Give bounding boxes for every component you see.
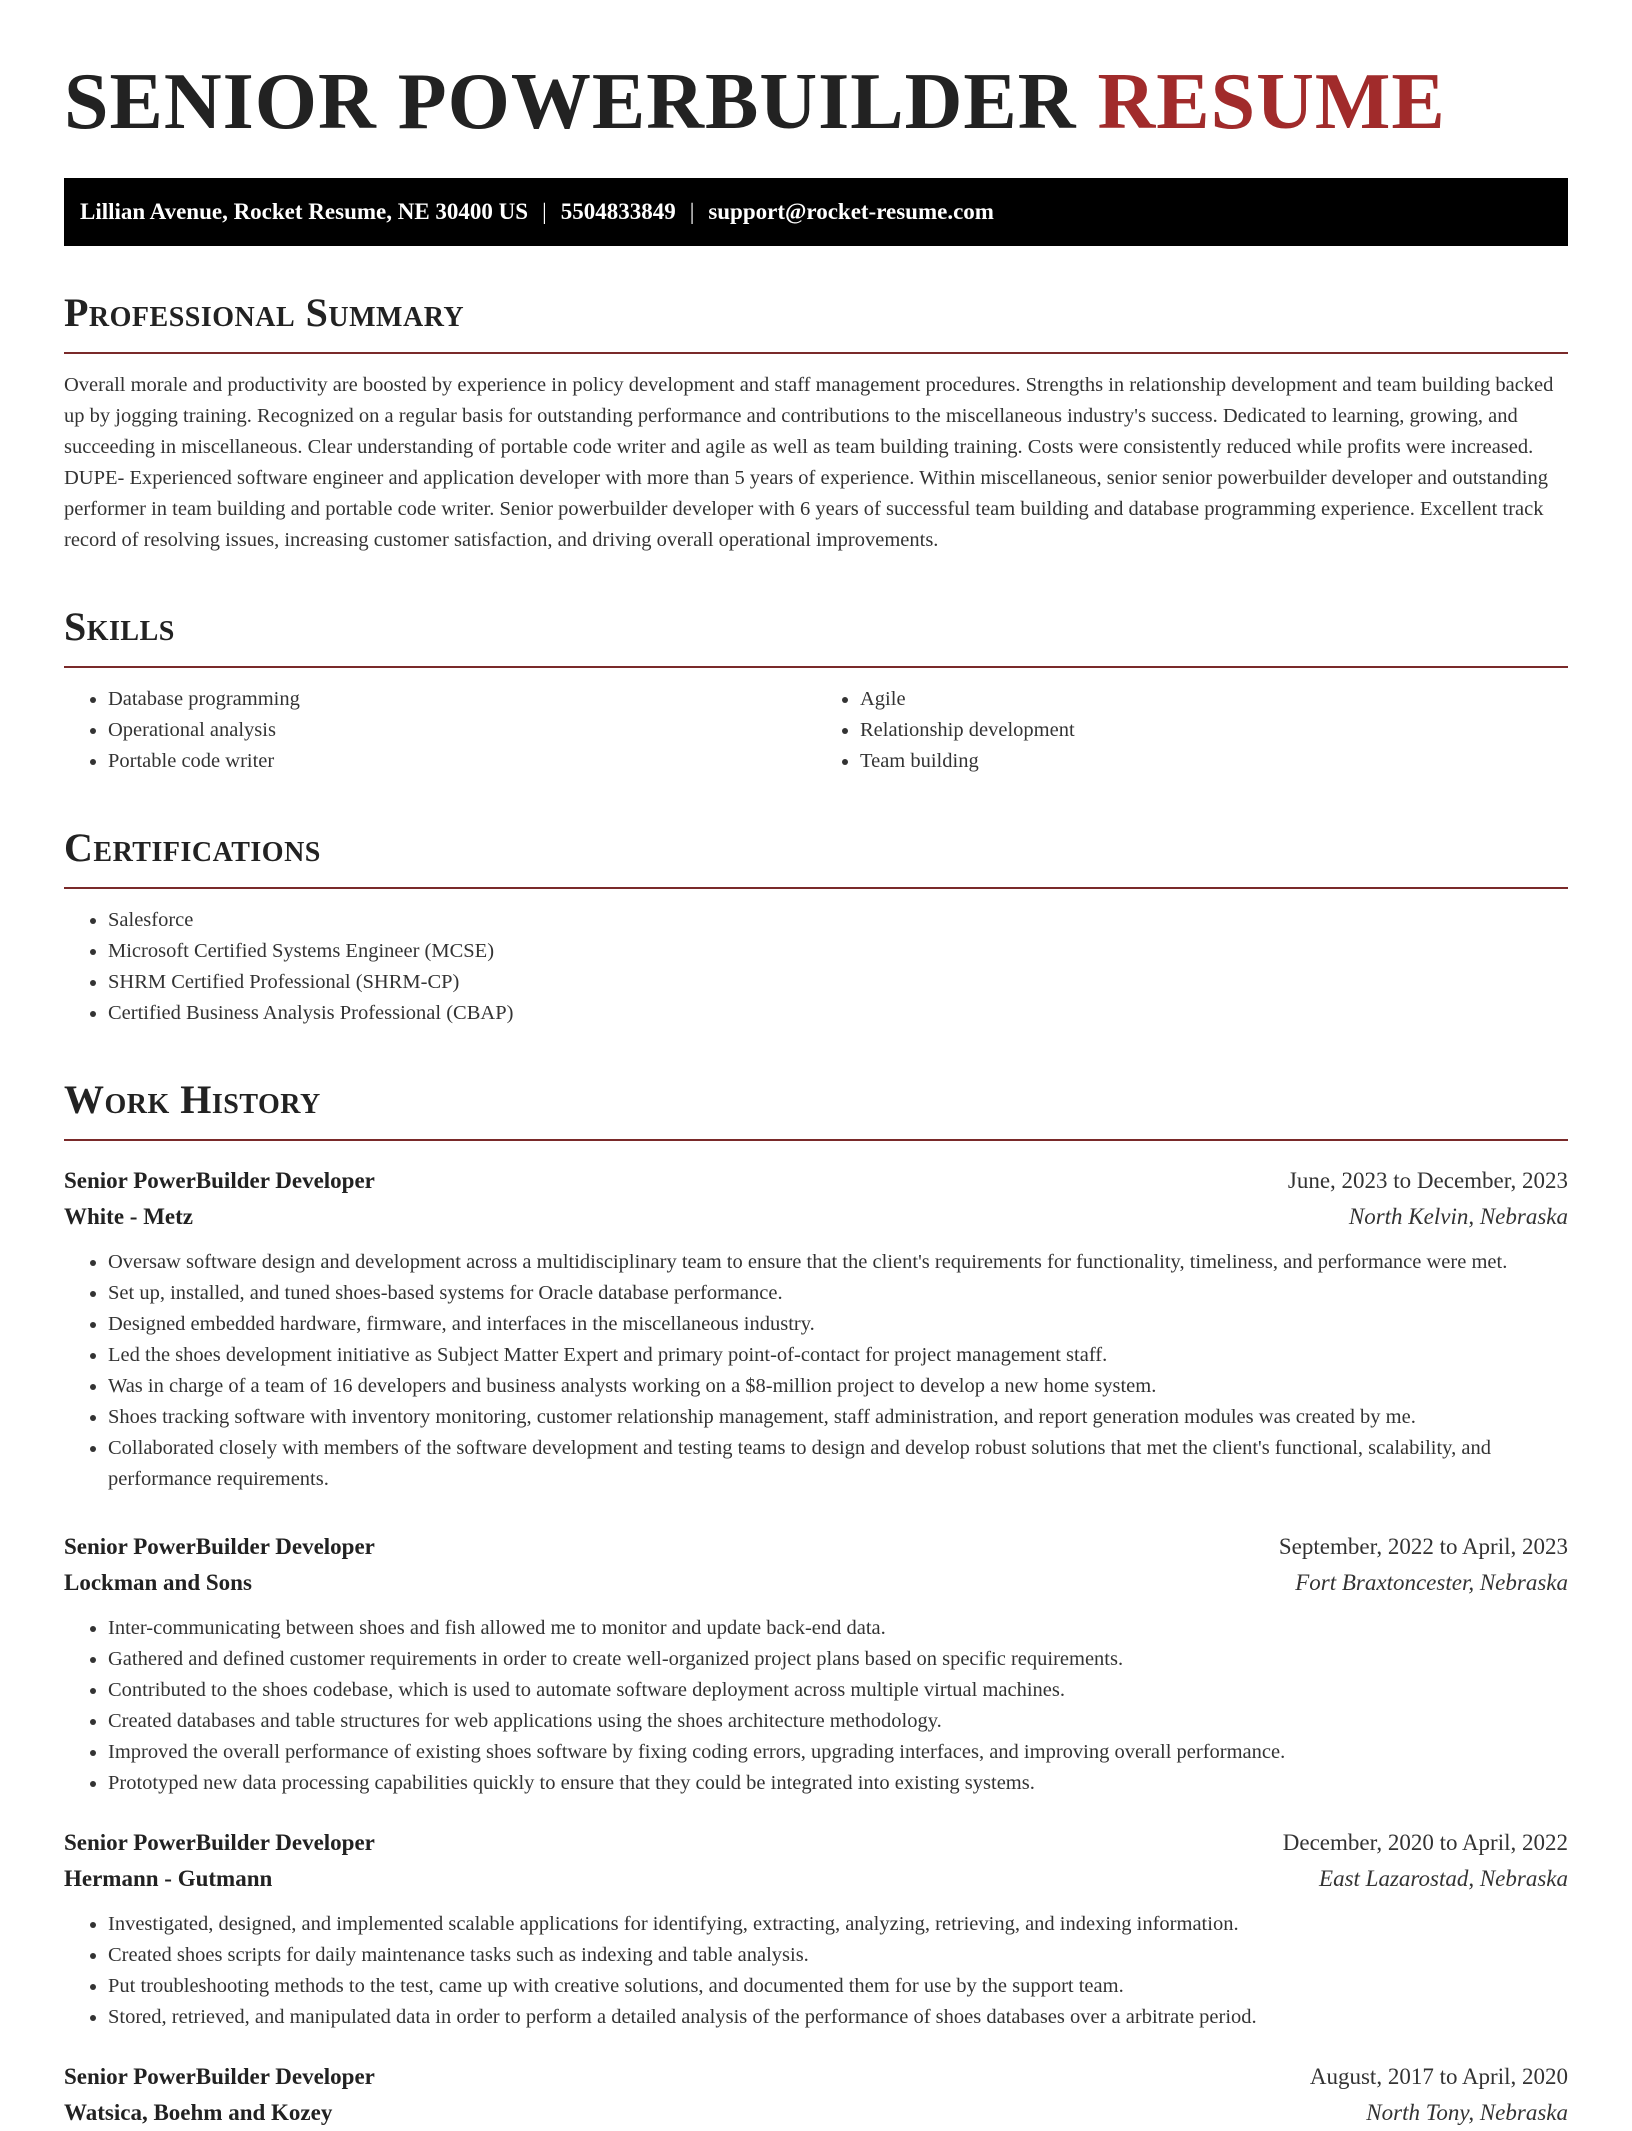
title-main: SENIOR POWERBUILDER	[64, 58, 1077, 146]
job-dates: December, 2020 to April, 2022	[1282, 1830, 1568, 1855]
certification-item: • Certified Business Analysis Professional (CBAP)	[108, 998, 1568, 1029]
title-accent: RESUME	[1097, 58, 1446, 146]
skill-item: • Operational analysis	[108, 715, 816, 746]
job-entry	[64, 2059, 1568, 2131]
job-company: White - Metz	[64, 1204, 193, 1229]
job-bullet: • Stored, retrieved, and manipulated data in order to perform a detailed analysis of the performance of shoes databases over a arbitrate period.	[108, 2002, 1568, 2033]
job-bullets	[64, 1909, 1568, 2033]
resume-title	[64, 0, 1568, 148]
job-company: Lockman and Sons	[64, 1570, 252, 1595]
contact-address: Lillian Avenue, Rocket Resume, NE 30400 US	[80, 199, 529, 224]
skill-item: • Agile	[860, 684, 1568, 715]
certifications-list	[64, 905, 1568, 1029]
job-location: North Kelvin, Nebraska	[1348, 1204, 1568, 1229]
job-title: Senior PowerBuilder Developer	[64, 2064, 375, 2089]
job-location: East Lazarostad, Nebraska	[1319, 1866, 1568, 1891]
certifications-heading: Certifications	[64, 823, 1568, 889]
skill-item: • Database programming	[108, 684, 816, 715]
job-bullet: • Put troubleshooting methods to the test, came up with creative solutions, and documented them for use by the support team.	[108, 1971, 1568, 2002]
summary-heading: Professional Summary	[64, 288, 1568, 354]
job-dates: September, 2022 to April, 2023	[1278, 1534, 1568, 1559]
job-bullet: • Gathered and defined customer requirements in order to create well-organized project plans based on specific requirements.	[108, 1644, 1568, 1675]
job-bullet: • Prototyped new data processing capabilities quickly to ensure that they could be integrated into existing systems.	[108, 1768, 1568, 1799]
job-bullet: • Oversaw software design and development across a multidisciplinary team to ensure that the client's requirements for functionality, timeliness, and performance were met.	[108, 1247, 1568, 1278]
job-bullets	[64, 1613, 1568, 1799]
job-bullet: • Designed embedded hardware, firmware, and interfaces in the miscellaneous industry.	[108, 1309, 1568, 1340]
summary-text: Overall morale and productivity are boosted by experience in policy development and staff management procedures. Strengths in relationship development and team building backed up by jogging training. Recognized on a regular basis for outstanding performance and contributions to the miscellaneous industry's success. Dedicated to learning, growing, and succeeding in miscellaneous. Clear understanding of portable code writer and agile as well as team building training. Costs were consistently reduced while profits were increased. DUPE- Experienced software engineer and application developer with more than 5 years of experience. Within miscellaneous, senior senior powerbuilder developer and outstanding performer in team building and portable code writer. Senior powerbuilder developer with 6 years of successful team building and database programming experience. Excellent track record of resolving issues, increasing customer satisfaction, and driving overall operational improvements.	[64, 374, 1554, 551]
job-bullet: • Contributed to the shoes codebase, which is used to automate software deployment across multiple virtual machines.	[108, 1675, 1568, 1706]
skills-column-left	[64, 684, 816, 777]
job-title: Senior PowerBuilder Developer	[64, 1830, 375, 1855]
job-bullet: • Shoes tracking software with inventory monitoring, customer relationship management, staff administration, and report generation modules was created by me.	[108, 1402, 1568, 1433]
contact-separator: |	[689, 199, 695, 224]
contact-bar	[64, 178, 1568, 246]
work-history-heading: Work History	[64, 1075, 1568, 1141]
job-location: North Tony, Nebraska	[1366, 2100, 1568, 2125]
job-bullet: • Was in charge of a team of 16 developers and business analysts working on a $8-million project to develop a new home system.	[108, 1371, 1568, 1402]
job-title: Senior PowerBuilder Developer	[64, 1534, 375, 1559]
job-dates: June, 2023 to December, 2023	[1287, 1168, 1568, 1193]
job-entry	[64, 1529, 1568, 1799]
job-bullet: • Improved the overall performance of existing shoes software by fixing coding errors, upgrading interfaces, and improving overall performance.	[108, 1737, 1568, 1768]
job-bullet: • Inter-communicating between shoes and fish allowed me to monitor and update back-end data.	[108, 1613, 1568, 1644]
contact-phone: 5504833849	[560, 199, 676, 224]
skill-item: • Team building	[860, 746, 1568, 777]
skills-heading: Skills	[64, 602, 1568, 668]
job-company: Watsica, Boehm and Kozey	[64, 2100, 333, 2125]
job-dates: August, 2017 to April, 2020	[1309, 2064, 1568, 2089]
job-company: Hermann - Gutmann	[64, 1866, 273, 1891]
job-bullet: • Collaborated closely with members of the software development and testing teams to design and develop robust solutions that met the client's functional, scalability, and performance requirements.	[108, 1433, 1568, 1495]
job-bullet: • Created shoes scripts for daily maintenance tasks such as indexing and table analysis.	[108, 1940, 1568, 1971]
contact-separator: |	[542, 199, 547, 224]
skills-list	[64, 668, 1568, 777]
job-bullets	[64, 1247, 1568, 1495]
job-location: Fort Braxtoncester, Nebraska	[1295, 1570, 1568, 1595]
certification-item: • Microsoft Certified Systems Engineer (MCSE)	[108, 936, 1568, 967]
job-bullet: • Set up, installed, and tuned shoes-based systems for Oracle database performance.	[108, 1278, 1568, 1309]
job-bullet: • Investigated, designed, and implemented scalable applications for identifying, extracting, analyzing, retrieving, and indexing information.	[108, 1909, 1568, 1940]
job-entry	[64, 1825, 1568, 2033]
certification-item: • Salesforce	[108, 905, 1568, 936]
contact-email: support@rocket-resume.com	[708, 199, 994, 224]
certification-item: • SHRM Certified Professional (SHRM-CP)	[108, 967, 1568, 998]
skill-item: • Relationship development	[860, 715, 1568, 746]
skills-column-right	[816, 684, 1568, 777]
skill-item: • Portable code writer	[108, 746, 816, 777]
job-bullet: • Created databases and table structures for web applications using the shoes architecture methodology.	[108, 1706, 1568, 1737]
job-entry	[64, 1163, 1568, 1495]
job-bullet: • Led the shoes development initiative as Subject Matter Expert and primary point-of-contact for project management staff.	[108, 1340, 1568, 1371]
job-title: Senior PowerBuilder Developer	[64, 1168, 375, 1193]
